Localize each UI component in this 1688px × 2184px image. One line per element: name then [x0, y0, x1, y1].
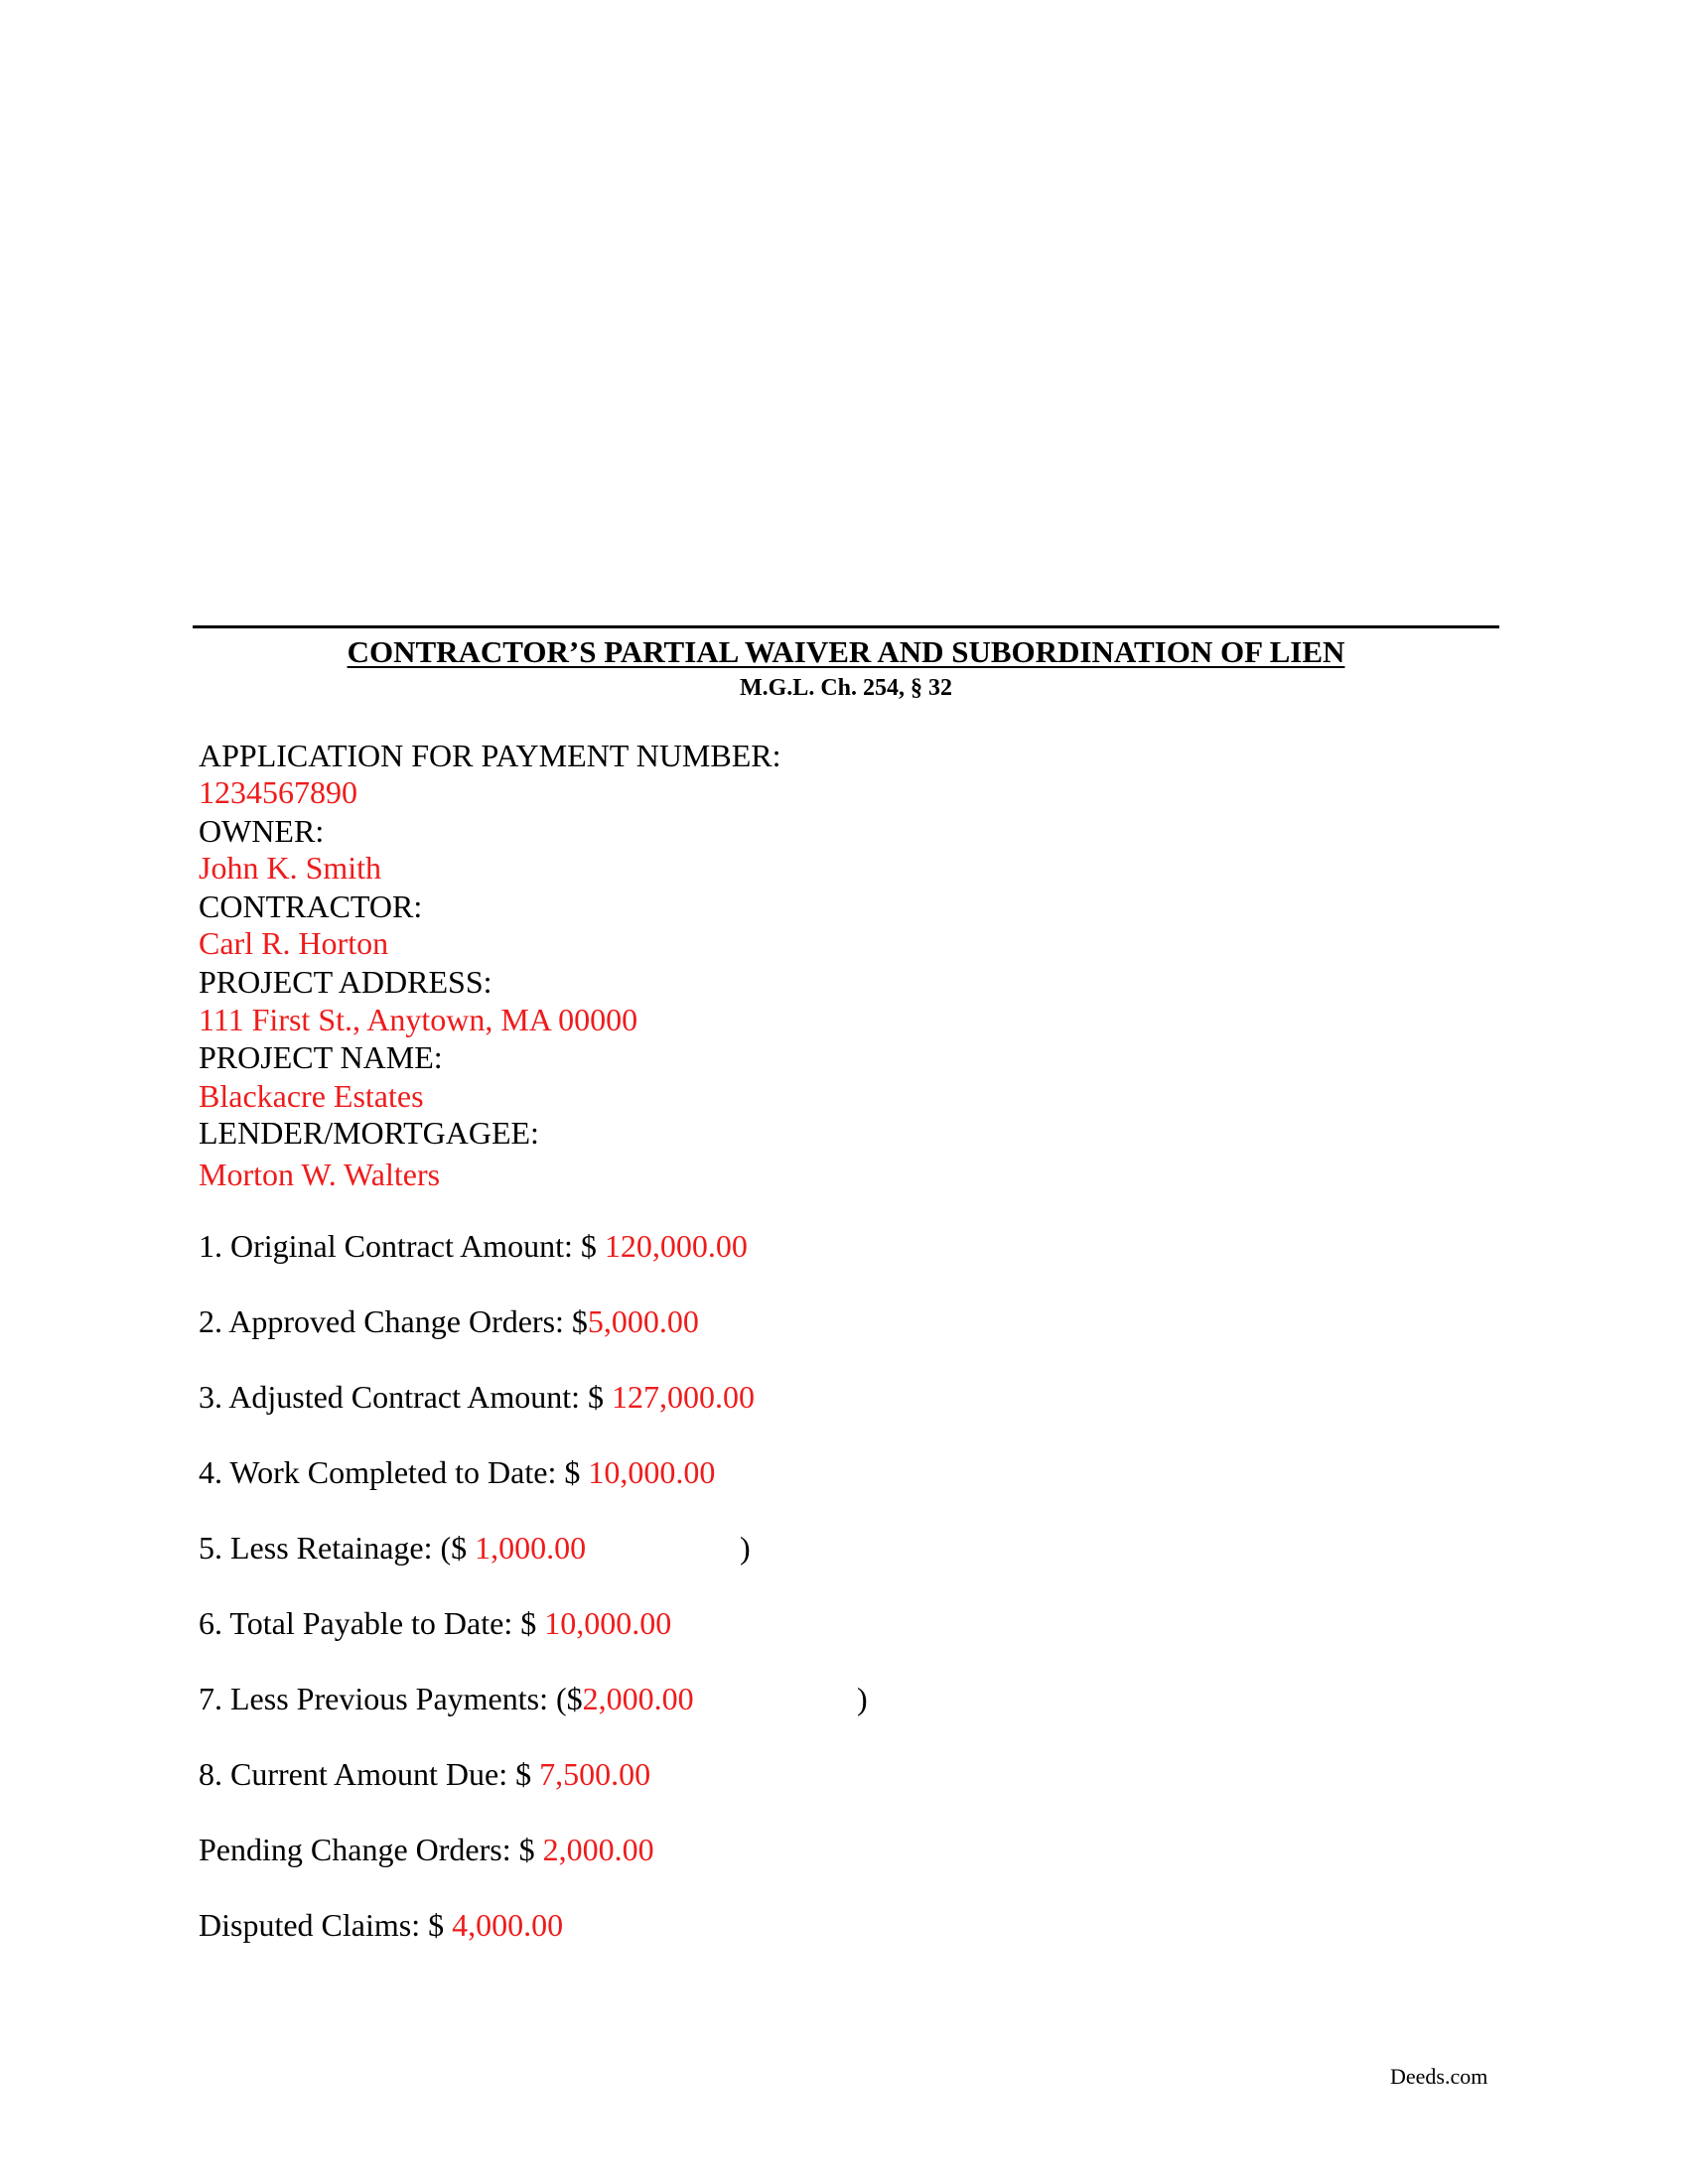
line-item-amount: 2,000.00	[542, 1832, 654, 1867]
line-item-amount: 2,000.00	[582, 1681, 694, 1716]
field-value-project-address: 111 First St., Anytown, MA 00000	[199, 1002, 638, 1037]
line-item-amount: 10,000.00	[588, 1454, 716, 1490]
line-item-label: 8. Current Amount Due: $	[199, 1756, 532, 1792]
line-item-work-completed	[199, 1453, 715, 1491]
line-item-original-contract	[199, 1227, 748, 1265]
line-item-label: 4. Work Completed to Date: $	[199, 1454, 581, 1490]
field-label-lender: LENDER/MORTGAGEE:	[199, 1115, 539, 1151]
line-item-label: Pending Change Orders: $	[199, 1832, 535, 1867]
line-item-amount: 120,000.00	[604, 1228, 748, 1264]
line-item-label: 7. Less Previous Payments: ($	[199, 1681, 583, 1716]
field-value-application-number: 1234567890	[199, 774, 357, 810]
field-value-owner: John K. Smith	[199, 850, 382, 886]
line-item-label: 6. Total Payable to Date: $	[199, 1605, 537, 1641]
line-item-disputed-claims	[199, 1906, 563, 1944]
line-item-current-amount-due	[199, 1755, 650, 1793]
line-item-label: Disputed Claims: $	[199, 1907, 445, 1943]
line-item-adjusted-contract	[199, 1378, 755, 1416]
line-item-amount: 127,000.00	[611, 1379, 755, 1415]
field-label-project-name: PROJECT NAME:	[199, 1039, 443, 1075]
line-item-label: 5. Less Retainage: ($	[199, 1530, 468, 1566]
line-item-label: 3. Adjusted Contract Amount: $	[199, 1379, 604, 1415]
field-value-lender: Morton W. Walters	[199, 1157, 441, 1192]
document-title: CONTRACTOR’S PARTIAL WAIVER AND SUBORDINATION OF LIEN	[347, 634, 1345, 669]
field-value-contractor: Carl R. Horton	[199, 925, 389, 961]
line-item-amount: 10,000.00	[544, 1605, 672, 1641]
footer-brand: Deeds.com	[1390, 2064, 1488, 2089]
line-item-amount: 4,000.00	[452, 1907, 564, 1943]
field-label-owner: OWNER:	[199, 813, 325, 849]
line-item-total-payable	[199, 1604, 671, 1642]
statute-reference: M.G.L. Ch. 254, § 32	[739, 675, 952, 701]
line-item-less-retainage	[199, 1529, 586, 1567]
header-rule	[193, 625, 1499, 628]
line-item-label: 1. Original Contract Amount: $	[199, 1228, 597, 1264]
retainage-close-paren: )	[740, 1530, 751, 1566]
line-item-approved-change-orders	[199, 1302, 699, 1340]
field-value-project-name: Blackacre Estates	[199, 1078, 424, 1114]
line-item-label: 2. Approved Change Orders: $	[199, 1303, 588, 1339]
line-item-amount: 7,500.00	[539, 1756, 651, 1792]
field-label-contractor: CONTRACTOR:	[199, 888, 423, 924]
field-label-project-address: PROJECT ADDRESS:	[199, 964, 492, 1000]
line-item-amount: 1,000.00	[475, 1530, 587, 1566]
line-item-amount: 5,000.00	[587, 1303, 699, 1339]
previous-payments-close-paren: )	[857, 1681, 868, 1716]
line-item-pending-change-orders	[199, 1831, 654, 1868]
line-item-previous-payments	[199, 1680, 694, 1717]
field-label-application-number: APPLICATION FOR PAYMENT NUMBER:	[199, 738, 781, 773]
